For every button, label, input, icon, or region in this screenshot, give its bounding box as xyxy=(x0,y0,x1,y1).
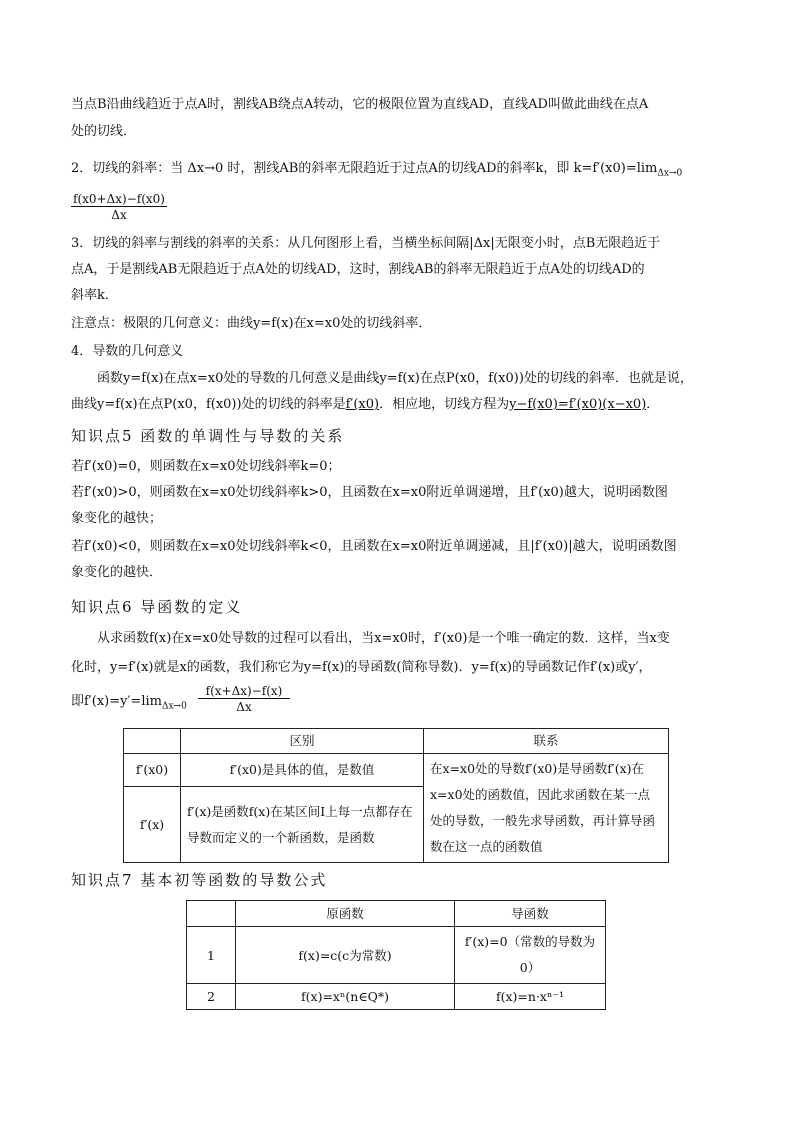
paragraph-line: 4．导数的几何意义 xyxy=(71,344,184,359)
limit-subscript: Δx→0 xyxy=(161,701,187,712)
fraction-numerator: f(x+Δx)−f(x) xyxy=(198,684,290,699)
derivative-formula-table xyxy=(186,900,606,1010)
paragraph-line: 若f′(x0)<0，则函数在x=x0处切线斜率k<0，且函数在x=x0附近单调递减，且|f′(x0)|越大，说明函数图 xyxy=(71,539,677,554)
paragraph-line: 若f′(x0)=0，则函数在x=x0处切线斜率k=0； xyxy=(71,459,341,474)
table-header-cell: 联系 xyxy=(424,729,669,754)
slope-definition-text: 2．切线的斜率：当 Δx→0 时，割线AB的斜率无限趋近于过点A的切线AD的斜率k，即 k=f′(x0)=lim xyxy=(71,161,658,176)
text-span: ． xyxy=(646,397,660,412)
table-header-row xyxy=(187,901,606,927)
table-row-index: 1 xyxy=(187,927,236,984)
table-row-label: f′(x) xyxy=(124,787,181,863)
comparison-table xyxy=(123,728,669,863)
paragraph-line: 斜率k. xyxy=(71,288,110,303)
table-row xyxy=(187,984,606,1010)
table-row-index: 2 xyxy=(187,984,236,1010)
table-cell: f′(x0)是具体的值，是数值 xyxy=(181,754,424,787)
table-row xyxy=(187,927,606,984)
paragraph-line: 函数y=f(x)在点x=x0处的导数的几何意义是曲线y=f(x)在点P(x0，f(x0))处的切线的斜率．也就是说， xyxy=(97,371,693,386)
table-cell: f(x)=c(c为常数) xyxy=(236,927,455,984)
table-header-cell: 导函数 xyxy=(455,901,606,927)
underlined-answer: y−f(x0)=f′(x0)(x−x0) xyxy=(509,397,647,412)
underlined-answer: f′(x0) xyxy=(345,397,380,412)
paragraph-line xyxy=(71,160,682,183)
table-cell: 在x=x0处的导数f′(x0)是导函数f′(x)在x=x0处的函数值，因此求函数在某一点处的导数，一般先求导函数，再计算导函数在这一点的函数值 xyxy=(424,754,669,863)
table-cell: f′(x)是函数f(x)在某区间I上每一点都存在导数而定义的一个新函数，是函数 xyxy=(181,787,424,863)
note-line: 注意点：极限的几何意义：曲线y=f(x)在x=x0处的切线斜率． xyxy=(71,316,432,331)
paragraph-line: 象变化的越快； xyxy=(71,511,163,526)
fraction-denominator: Δx xyxy=(111,208,127,222)
fraction-numerator: f(x0+Δx)−f(x0) xyxy=(71,192,167,207)
table-header-cell: 区别 xyxy=(181,729,424,754)
section-heading-6: 知识点6 导函数的定义 xyxy=(71,598,243,616)
table-cell: f(x)=n·xⁿ⁻¹ xyxy=(455,984,606,1010)
section-heading-7: 知识点7 基本初等函数的导数公式 xyxy=(71,871,328,889)
paragraph-line: 处的切线． xyxy=(71,124,137,139)
paragraph-line: 3．切线的斜率与割线的斜率的关系：从几何图形上看，当横坐标间隔|Δx|无限变小时，点B无限趋近于 xyxy=(71,236,661,251)
difference-quotient-fraction xyxy=(71,192,167,222)
paragraph-line: 象变化的越快． xyxy=(71,565,163,580)
table-header-cell: 原函数 xyxy=(236,901,455,927)
table-header-row xyxy=(124,729,669,754)
paragraph-line xyxy=(71,693,187,716)
derivative-fraction xyxy=(198,684,290,714)
table-row xyxy=(124,754,669,787)
text-span: 曲线y=f(x)在点P(x0，f(x0))处的切线的斜率是 xyxy=(71,397,346,412)
table-row-label: f′(x0) xyxy=(124,754,181,787)
paragraph-line: 化时，y=f′(x)就是x的函数，我们称它为y=f(x)的导函数(简称导数)．y=f(x)的导函数记作f′(x)或y′， xyxy=(71,660,652,675)
text-span: ．相应地，切线方程为 xyxy=(379,397,510,412)
paragraph-line: 若f′(x0)>0，则函数在x=x0处切线斜率k>0，且函数在x=x0附近单调递增，且f′(x0)越大，说明函数图 xyxy=(71,485,668,500)
table-corner-cell xyxy=(124,729,181,754)
paragraph-line xyxy=(71,396,659,414)
limit-subscript: Δx→0 xyxy=(657,168,683,179)
section-heading-5: 知识点5 函数的单调性与导数的关系 xyxy=(71,427,345,445)
fraction-denominator: Δx xyxy=(236,700,252,714)
paragraph-line: 点A，于是割线AB无限趋近于点A处的切线AD，这时，割线AB的斜率无限趋近于点A处的切线AD的 xyxy=(71,262,645,277)
table-corner-cell xyxy=(187,901,236,927)
table-cell: f′(x)=0（常数的导数为0） xyxy=(455,927,606,984)
table-cell: f(x)=xⁿ(n∈Q*) xyxy=(236,984,455,1010)
paragraph-line: 当点B沿曲线趋近于点A时，割线AB绕点A转动，它的极限位置为直线AD，直线AD叫做此曲线在点A xyxy=(71,97,649,112)
derivative-definition: 即f′(x)=y′=lim xyxy=(71,694,162,709)
paragraph-line: 从求函数f(x)在x=x0处导数的过程可以看出，当x=x0时，f′(x0)是一个唯一确定的数．这样，当x变 xyxy=(97,631,670,646)
